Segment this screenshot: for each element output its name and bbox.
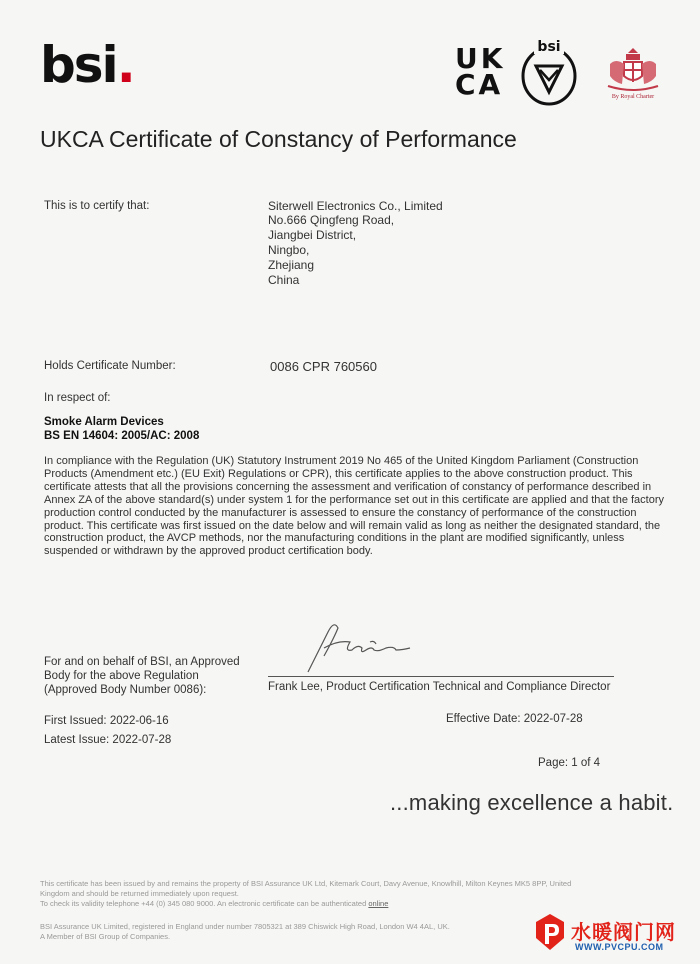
- watermark-url: WWW.PVCPU.COM: [575, 942, 664, 952]
- signature-image-icon: [300, 612, 430, 678]
- compliance-statement: In compliance with the Regulation (UK) Statutory Instrument 2019 No 465 of the United Kingdom Parliament (Construction Products (Amendment etc.) (EU Exit) Regulations or CPR), this certificate applies to the above construction product. This certificate attests that all the provisions concerning the assessment and verification of constancy of performance described in Annex ZA of the above standard(s) under system 1 for the performance set out in this certificate are applied and that the factory production control conducted by the manufacturer is assessed to ensure the constancy of performance of the construction product. This certificate was first issued on the date below and will remain valid as long as neither the designated standard, the construction product, the AVCP methods, nor the manufacturing conditions in the plant are modified significantly, unless suspended or withdrawn by the approved product certification body.: [44, 455, 665, 558]
- footer-legal: [40, 879, 670, 909]
- watermark-logo-icon: [533, 912, 567, 952]
- address-line: Zhejiang: [268, 258, 315, 272]
- respect-label: In respect of:: [44, 392, 111, 404]
- signature-line: [268, 676, 614, 677]
- signatory-name: Frank Lee, Product Certification Technical and Compliance Director: [268, 681, 611, 693]
- latest-issue: Latest Issue: 2022-07-28: [44, 734, 172, 746]
- footer-line: A Member of BSI Group of Companies.: [40, 932, 171, 941]
- bsi-kitemark-icon: [516, 36, 582, 108]
- footer-line: To check its validity telephone +44 (0) 345 080 9000. An electronic certificate can be authenticated online: [40, 899, 389, 908]
- first-issued: First Issued: 2022-06-16: [44, 715, 169, 727]
- page-title: UKCA Certificate of Constancy of Performance: [40, 126, 517, 152]
- certify-label: This is to certify that:: [44, 200, 150, 212]
- holder-address: [268, 199, 443, 288]
- online-link[interactable]: online: [368, 899, 389, 908]
- site-watermark: [533, 912, 693, 962]
- address-line: Jiangbei District,: [268, 228, 357, 242]
- behalf-line: Body for the above Regulation: [44, 670, 199, 682]
- holder-name: Siterwell Electronics Co., Limited: [268, 199, 443, 213]
- behalf-statement: [44, 655, 240, 697]
- certificate-number-label: Holds Certificate Number:: [44, 360, 176, 372]
- behalf-line: (Approved Body Number 0086):: [44, 684, 207, 696]
- watermark-text: 水暖阀门网: [571, 920, 676, 944]
- product-name: Smoke Alarm Devices: [44, 416, 164, 428]
- tagline: ...making excellence a habit.: [390, 790, 674, 815]
- svg-text:bsi: bsi: [537, 39, 561, 55]
- royal-crest-icon: [602, 44, 664, 94]
- footer-line: This certificate has been issued by and remains the property of BSI Assurance UK Ltd, Kitemark Court, Davy Avenue, Knowlhill, Milton Keynes MK5 8PP, United: [40, 879, 572, 888]
- crest-caption: By Royal Charter: [611, 94, 655, 100]
- footer-line: BSI Assurance UK Limited, registered in England under number 7805321 at 389 Chiswick High Road, London W4 4AL, UK.: [40, 922, 450, 931]
- address-line: China: [268, 273, 300, 287]
- address-line: No.666 Qingfeng Road,: [268, 213, 395, 227]
- bsi-logo: bsi.: [40, 36, 134, 94]
- address-line: Ningbo,: [268, 243, 310, 257]
- certificate-number: 0086 CPR 760560: [270, 359, 377, 374]
- page-number: Page: 1 of 4: [538, 757, 601, 769]
- product-standard: BS EN 14604: 2005/AC: 2008: [44, 430, 200, 442]
- effective-date: Effective Date: 2022-07-28: [446, 713, 583, 725]
- footer-line: Kingdom and should be returned immediately upon request.: [40, 889, 239, 898]
- ukca-mark: UK CA: [455, 42, 506, 101]
- behalf-line: For and on behalf of BSI, an Approved: [44, 656, 240, 668]
